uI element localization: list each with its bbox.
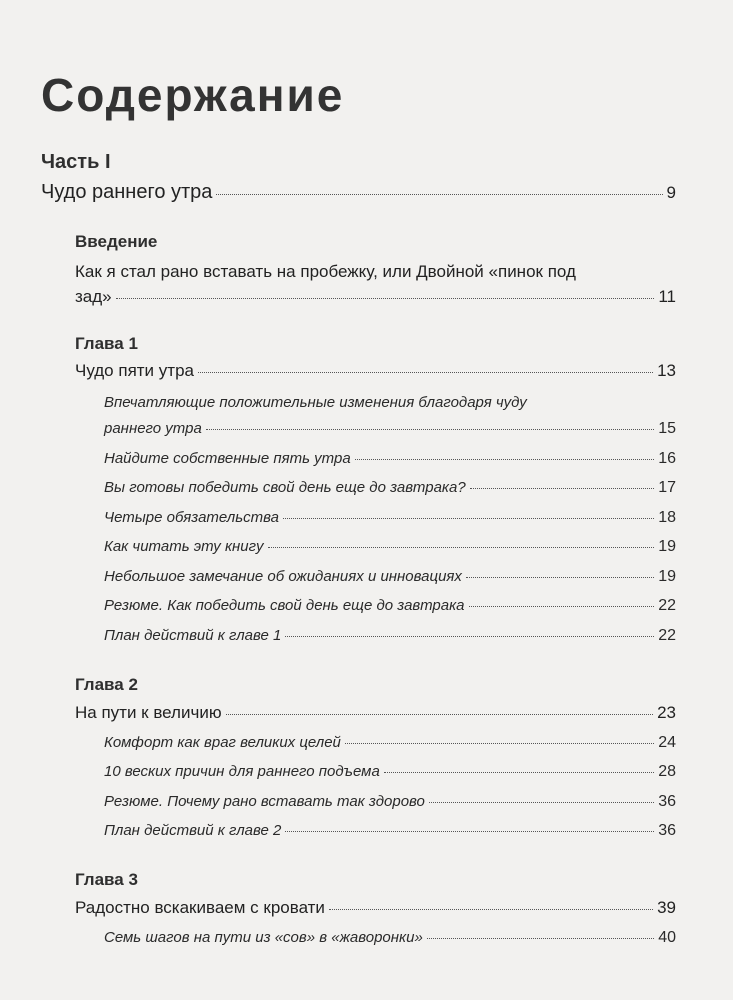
toc-subentry[interactable] [104,450,676,468]
intro-entry-line1[interactable]: Как я стал рано вставать на пробежку, или Двойной «пинок под [75,262,576,281]
toc-page-number: 28 [658,763,676,780]
dot-leader [355,459,655,460]
toc-entry-label: План действий к главе 1 [104,627,282,644]
dot-leader [216,194,662,195]
toc-entry-label: зад» [75,287,112,306]
toc-subentry[interactable] [104,627,676,645]
toc-entry-label: План действий к главе 2 [104,822,282,839]
chapter3-heading: Глава 3 [75,870,138,889]
toc-page-number: 13 [657,361,676,380]
dot-leader [198,372,653,373]
toc-subentry-line1[interactable]: Впечатляющие положительные изменения благодаря чуду [104,394,527,411]
toc-subentry[interactable] [104,479,676,497]
toc-subentry[interactable] [104,509,676,527]
toc-page-number: 16 [658,450,676,467]
toc-entry-label: Небольшое замечание об ожиданиях и инновациях [104,568,462,585]
toc-entry-label: Резюме. Как победить свой день еще до завтрака [104,597,465,614]
toc-entry-label: Четыре обязательства [104,509,279,526]
dot-leader [226,714,654,715]
toc-page-number: 11 [658,287,676,306]
toc-entry-label: На пути к величию [75,703,222,722]
toc-page-number: 19 [658,568,676,585]
toc-entry-intro[interactable] [75,287,676,307]
toc-page-number: 18 [658,509,676,526]
toc-subentry[interactable] [104,822,676,840]
dot-leader [268,547,655,548]
toc-page-number: 36 [658,793,676,810]
toc-subentry[interactable] [104,538,676,556]
toc-page-number: 22 [658,597,676,614]
chapter2-heading: Глава 2 [75,675,138,694]
toc-page-number: 24 [658,734,676,751]
dot-leader [345,743,654,744]
toc-page-number: 9 [666,183,676,202]
toc-page-number: 39 [657,898,676,917]
chapter1-heading: Глава 1 [75,334,138,353]
toc-entry-part1[interactable] [41,181,676,204]
part-label: Часть I [41,151,111,173]
toc-subentry[interactable] [104,420,676,438]
toc-entry-label: Комфорт как враг великих целей [104,734,341,751]
toc-entry-label: Чудо пяти утра [75,361,194,380]
toc-entry-chapter1[interactable] [75,361,676,381]
toc-subentry[interactable] [104,793,676,811]
toc-entry-chapter2[interactable] [75,703,676,723]
toc-page-number: 15 [658,420,676,437]
dot-leader [466,577,654,578]
intro-heading: Введение [75,232,158,251]
dot-leader [427,938,654,939]
toc-entry-label: раннего утра [104,420,202,437]
dot-leader [429,802,654,803]
page-title: Содержание [41,69,345,121]
toc-subentry[interactable] [104,763,676,781]
dot-leader [384,772,654,773]
dot-leader [116,298,655,299]
toc-entry-label: Вы готовы победить свой день еще до завтрака? [104,479,466,496]
dot-leader [469,606,655,607]
toc-page-number: 17 [658,479,676,496]
dot-leader [206,429,654,430]
dot-leader [283,518,654,519]
toc-subentry[interactable] [104,597,676,615]
toc-entry-label: 10 веских причин для раннего подъема [104,763,380,780]
toc-subentry[interactable] [104,734,676,752]
toc-subentry[interactable] [104,929,676,947]
toc-page-number: 19 [658,538,676,555]
toc-entry-label: Радостно вскакиваем с кровати [75,898,325,917]
dot-leader [329,909,653,910]
toc-entry-label: Чудо раннего утра [41,181,213,203]
dot-leader [285,831,654,832]
dot-leader [470,488,655,489]
toc-entry-label: Найдите собственные пять утра [104,450,351,467]
dot-leader [285,636,654,637]
toc-page-number: 36 [658,822,676,839]
toc-entry-label: Резюме. Почему рано вставать так здорово [104,793,425,810]
toc-page-number: 23 [657,703,676,722]
toc-entry-label: Как читать эту книгу [104,538,264,555]
toc-entry-chapter3[interactable] [75,898,676,918]
toc-subentry[interactable] [104,568,676,586]
toc-page-number: 40 [658,929,676,946]
toc-entry-label: Семь шагов на пути из «сов» в «жаворонки» [104,929,423,946]
toc-page-number: 22 [658,627,676,644]
